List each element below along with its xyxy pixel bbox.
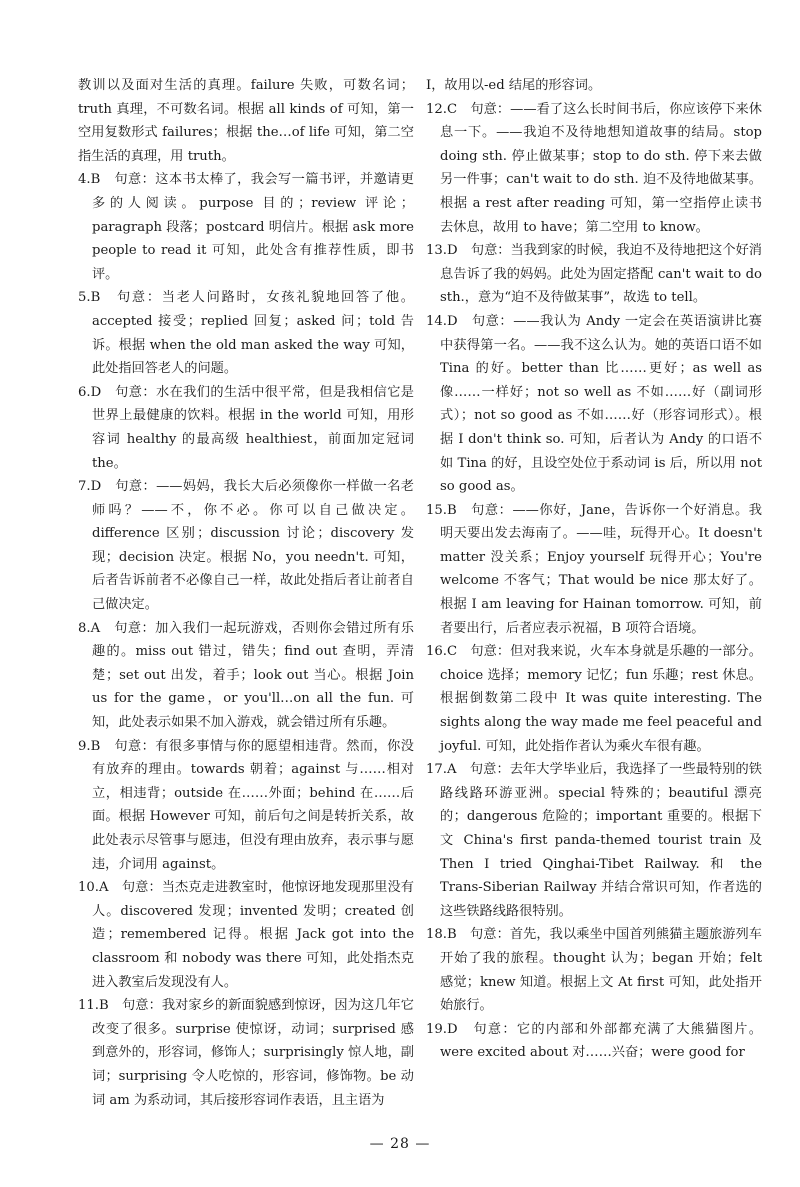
answer-entry: 5.B 句意：当老人问路时，女孩礼貌地回答了他。accepted 接受；replied 回复；asked 问；told 告诉。根据 when the old man asked the way 可知，此处指回答老人的问题。: [78, 290, 414, 377]
answer-entry: 14.D 句意：——我认为 Andy 一定会在英语演讲比赛中获得第一名。——我不这么认为。她的英语口语不如 Tina 的好。better than 比……更好；as well as 像……一样好；not so well as 不如……好（副词形式）；not so good as 不如……好（形容词形式）。根据 I don't think so. 可知，后者认为 Andy 的口语不如 Tina 的好，且设空处位于系动词 is 后，所以用 not so good as。: [426, 313, 762, 495]
page-number: — 28 —: [369, 1136, 431, 1152]
answer-entry: 6.D 句意：水在我们的生活中很平常，但是我相信它是世界上最健康的饮料。根据 in the world 可知，用形容词 healthy 的最高级 healthiest，前面加定冠词 the。: [78, 384, 414, 471]
right-column: [426, 74, 762, 1065]
answer-entry: 16.C 句意：但对我来说，火车本身就是乐趣的一部分。choice 选择；memory 记忆；fun 乐趣；rest 休息。根据倒数第二段中 It was quite interesting. The sights along the way made me feel peaceful and joyful. 可知，此处指作者认为乘火车很有趣。: [426, 644, 762, 754]
answer-entry: 4.B 句意：这本书太棒了，我会写一篇书评，并邀请更多的人阅读。purpose 目的；review 评论；paragraph 段落；postcard 明信片。根据 ask more people to read it 可知，此处含有推荐性质，即书评。: [78, 172, 414, 282]
answer-entry: 9.B 句意：有很多事情与你的愿望相违背。然而，你没有放弃的理由。towards 朝着；against 与……相对立，相违背；outside 在……外面；behind 在……后面。根据 However 可知，前后句之间是转折关系，故此处表示尽管事与愿违，但没有理由放弃，表示事与愿违，介词用 against。: [78, 738, 414, 872]
answer-entry: 11.B 句意：我对家乡的新面貌感到惊讶，因为这几年它改变了很多。surprise 使惊讶，动词；surprised 感到意外的，形容词，修饰人；surprisingly 惊人地，副词；surprising 令人吃惊的，形容词，修饰物。be 动词 am 为系动词，其后接形容词作表语，且主语为: [78, 998, 414, 1108]
answer-entry: 19.D 句意：它的内部和外部都充满了大熊猫图片。were excited about 对……兴奋；were good for: [426, 1021, 762, 1061]
answer-entry: I，故用以-ed 结尾的形容词。: [426, 78, 602, 93]
answer-entry: 教训以及面对生活的真理。failure 失败，可数名词；truth 真理，不可数名词。根据 all kinds of 可知，第一空用复数形式 failures；根据 the…of life 可知，第二空指生活的真理，用 truth。: [78, 78, 414, 164]
left-column: [78, 74, 414, 1112]
answer-entry: 8.A 句意：加入我们一起玩游戏，否则你会错过所有乐趣的。miss out 错过，错失；find out 查明，弄清楚；set out 出发，着手；look out 当心。根据 Join us for the game，or you'll…on all the fun. 可知，此处表示如果不加入游戏，就会错过所有乐趣。: [78, 620, 414, 731]
answer-entry: 18.B 句意：首先，我以乘坐中国首列熊猫主题旅游列车开始了我的旅程。thought 认为；began 开始；felt 感觉；knew 知道。根据上文 At first 可知，此处指开始旅行。: [426, 927, 762, 1014]
answer-entry: 10.A 句意：当杰克走进教室时，他惊讶地发现那里没有人。discovered 发现；invented 发明；created 创造；remembered 记得。根据 Jack got into the classroom 和 nobody was there 可知，此处指杰克进入教室后发现没有人。: [78, 880, 414, 990]
answer-entry: 12.C 句意：——看了这么长时间书后，你应该停下来休息一下。——我迫不及待地想知道故事的结局。stop doing sth. 停止做某事；stop to do sth. 停下来去做另一件事；can't wait to do sth. 迫不及待地做某事。根据 a rest after reading 可知，第一空指停止读书去休息，故用 to have；第二空用 to know。: [426, 101, 762, 235]
answer-entry: 13.D 句意：当我到家的时候，我迫不及待地把这个好消息告诉了我的妈妈。此处为固定搭配 can't wait to do sth.，意为“迫不及待做某事”，故选 to tell。: [426, 243, 762, 306]
answer-entry: 7.D 句意：——妈妈，我长大后必须像你一样做一名老师吗？——不，你不必。你可以自己做决定。difference 区别；discussion 讨论；discovery 发现；decision 决定。根据 No，you needn't. 可知，后者告诉前者不必像自己一样，故此处指后者让前者自己做决定。: [78, 479, 414, 613]
answer-entry: 15.B 句意：——你好，Jane，告诉你一个好消息。我明天要出发去海南了。——哇，玩得开心。It doesn't matter 没关系；Enjoy yourself 玩得开心；You're welcome 不客气；That would be nice 那太好了。根据 I am leaving for Hainan tomorrow. 可知，前者要出行，后者应表示祝福，B 项符合语境。: [426, 502, 762, 636]
answer-entry: 17.A 句意：去年大学毕业后，我选择了一些最特别的铁路线路环游亚洲。special 特殊的；beautiful 漂亮的；dangerous 危险的；important 重要的。根据下文 China's first panda-themed tourist train 及 Then I tried Qinghai-Tibet Railway. 和 the Trans-Siberian Railway 并结合常识可知，作者选的这些铁路线路很特别。: [426, 762, 762, 919]
